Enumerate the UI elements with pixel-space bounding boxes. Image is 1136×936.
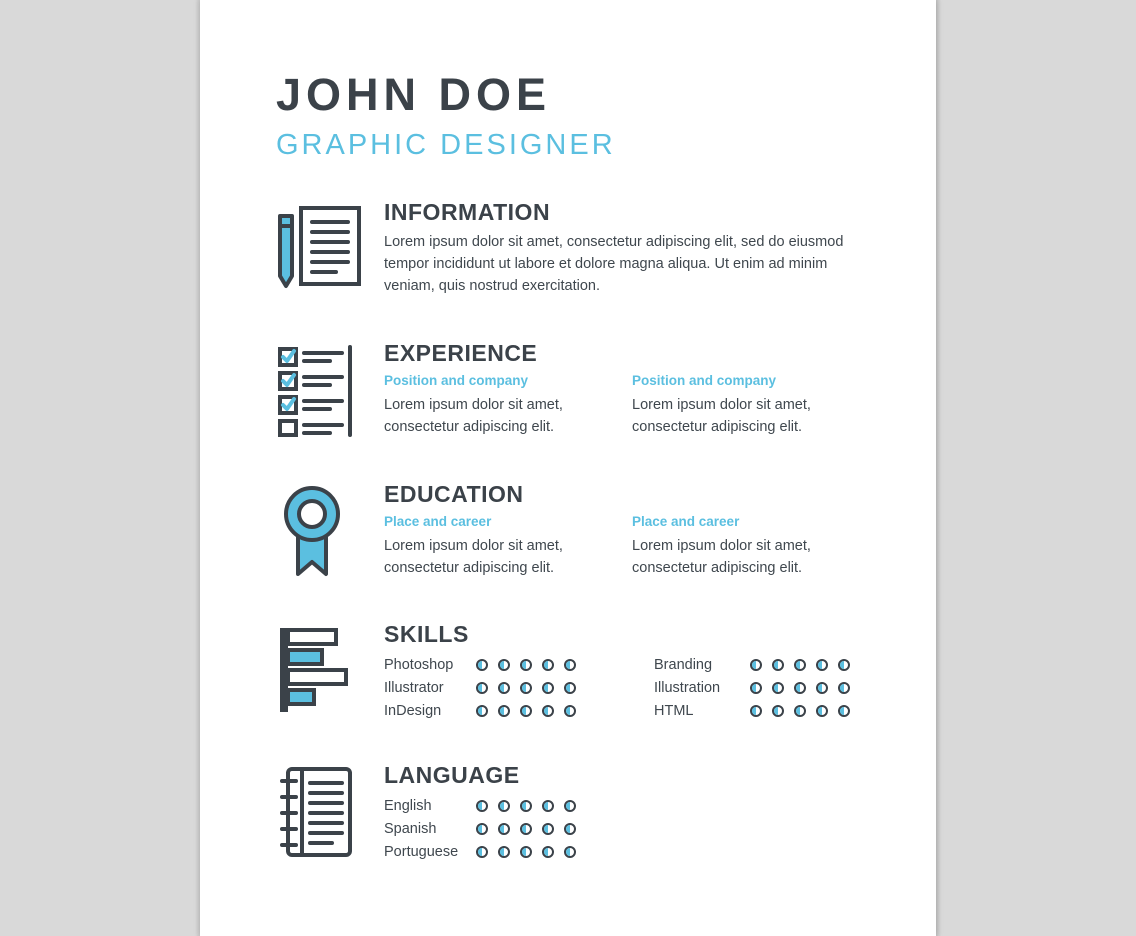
award-ribbon-icon bbox=[276, 482, 366, 578]
experience-entry-text: Lorem ipsum dolor sit amet, consectetur adipiscing elit. bbox=[632, 396, 811, 435]
rating-dot bbox=[838, 659, 850, 671]
section-education bbox=[276, 482, 896, 579]
job-role-subtitle: GRAPHIC DESIGNER bbox=[276, 129, 616, 161]
rating-dot bbox=[816, 705, 828, 717]
rating-dot bbox=[498, 682, 510, 694]
section-skills bbox=[276, 622, 896, 722]
rating-dot bbox=[476, 682, 488, 694]
checklist-icon bbox=[276, 341, 366, 437]
rating-dot bbox=[520, 659, 532, 671]
rating-dot bbox=[498, 846, 510, 858]
rating-dot bbox=[794, 705, 806, 717]
rating-dot bbox=[520, 800, 532, 812]
rating-dot bbox=[750, 659, 762, 671]
rating-dot bbox=[476, 659, 488, 671]
experience-entry bbox=[632, 372, 814, 438]
rating-dot bbox=[542, 846, 554, 858]
rating-dot bbox=[476, 846, 488, 858]
rating-dot bbox=[498, 800, 510, 812]
information-paragraph: Lorem ipsum dolor sit amet, consectetur adipiscing elit, sed do eiusmod tempor incididunt ut labore et dolore magna aliqua. Ut enim ad minim veniam, quis nostrud exercitation. bbox=[384, 234, 844, 295]
rating-dot bbox=[794, 659, 806, 671]
language-row bbox=[384, 794, 616, 817]
skill-label: InDesign bbox=[384, 702, 442, 719]
skill-label: Illustration bbox=[654, 679, 721, 696]
education-entry-text: Lorem ipsum dolor sit amet, consectetur adipiscing elit. bbox=[384, 537, 563, 576]
skill-label: Photoshop bbox=[384, 656, 454, 673]
skill-row bbox=[654, 653, 886, 676]
section-title-skills: SKILLS bbox=[384, 621, 469, 647]
section-title-experience: EXPERIENCE bbox=[384, 340, 538, 366]
rating-dot bbox=[498, 705, 510, 717]
rating-dot bbox=[520, 705, 532, 717]
skill-rating bbox=[476, 682, 576, 694]
skill-row bbox=[384, 699, 616, 722]
page-title: JOHN DOE bbox=[276, 69, 552, 120]
rating-dot bbox=[564, 800, 576, 812]
experience-entry-text: Lorem ipsum dolor sit amet, consectetur adipiscing elit. bbox=[384, 396, 563, 435]
skill-row bbox=[384, 653, 616, 676]
skill-rating bbox=[476, 705, 576, 717]
rating-dot bbox=[498, 659, 510, 671]
rating-dot bbox=[772, 682, 784, 694]
skill-label: Illustrator bbox=[384, 679, 444, 696]
bar-chart-icon bbox=[276, 622, 366, 718]
rating-dot bbox=[564, 659, 576, 671]
rating-dot bbox=[542, 705, 554, 717]
rating-dot bbox=[794, 682, 806, 694]
language-row bbox=[384, 817, 616, 840]
language-label: Portuguese bbox=[384, 843, 459, 860]
resume-header bbox=[276, 69, 616, 161]
language-rating bbox=[476, 800, 576, 812]
resume-page bbox=[200, 0, 936, 936]
rating-dot bbox=[750, 682, 762, 694]
rating-dot bbox=[542, 823, 554, 835]
document-pencil-icon bbox=[276, 200, 366, 296]
skill-rating bbox=[750, 705, 850, 717]
education-entry bbox=[632, 513, 814, 579]
rating-dot bbox=[542, 800, 554, 812]
rating-dot bbox=[838, 682, 850, 694]
experience-entry-subtitle: Position and company bbox=[632, 373, 777, 389]
experience-entry-subtitle: Position and company bbox=[384, 373, 529, 389]
rating-dot bbox=[542, 659, 554, 671]
notebook-icon bbox=[276, 763, 366, 859]
section-title-information: INFORMATION bbox=[384, 199, 551, 225]
section-title-education: EDUCATION bbox=[384, 481, 524, 507]
rating-dot bbox=[564, 846, 576, 858]
rating-dot bbox=[816, 682, 828, 694]
rating-dot bbox=[520, 823, 532, 835]
rating-dot bbox=[772, 659, 784, 671]
skills-column-right bbox=[654, 653, 886, 722]
skill-rating bbox=[476, 659, 576, 671]
rating-dot bbox=[816, 659, 828, 671]
skill-row bbox=[654, 676, 886, 699]
rating-dot bbox=[520, 846, 532, 858]
education-entry-subtitle: Place and career bbox=[384, 514, 492, 530]
rating-dot bbox=[750, 705, 762, 717]
rating-dot bbox=[564, 682, 576, 694]
language-label: English bbox=[384, 797, 432, 814]
rating-dot bbox=[520, 682, 532, 694]
rating-dot bbox=[498, 823, 510, 835]
experience-entry bbox=[384, 372, 566, 438]
rating-dot bbox=[476, 705, 488, 717]
rating-dot bbox=[838, 705, 850, 717]
rating-dot bbox=[772, 705, 784, 717]
language-row bbox=[384, 840, 616, 863]
language-list bbox=[384, 794, 616, 863]
skill-row bbox=[654, 699, 886, 722]
education-entry-subtitle: Place and career bbox=[632, 514, 740, 530]
section-information bbox=[276, 200, 896, 297]
rating-dot bbox=[476, 800, 488, 812]
page-edge-right bbox=[936, 0, 941, 936]
language-label: Spanish bbox=[384, 820, 437, 837]
skills-column-left bbox=[384, 653, 616, 722]
rating-dot bbox=[542, 682, 554, 694]
skill-rating bbox=[750, 659, 850, 671]
education-entry-text: Lorem ipsum dolor sit amet, consectetur adipiscing elit. bbox=[632, 537, 811, 576]
section-language bbox=[276, 763, 896, 863]
rating-dot bbox=[564, 705, 576, 717]
rating-dot bbox=[476, 823, 488, 835]
section-experience bbox=[276, 341, 896, 438]
skill-row bbox=[384, 676, 616, 699]
skill-rating bbox=[750, 682, 850, 694]
section-title-language: LANGUAGE bbox=[384, 762, 520, 788]
education-entry bbox=[384, 513, 566, 579]
skill-label: HTML bbox=[654, 702, 694, 719]
rating-dot bbox=[564, 823, 576, 835]
skill-label: Branding bbox=[654, 656, 713, 673]
language-rating bbox=[476, 846, 576, 858]
language-rating bbox=[476, 823, 576, 835]
